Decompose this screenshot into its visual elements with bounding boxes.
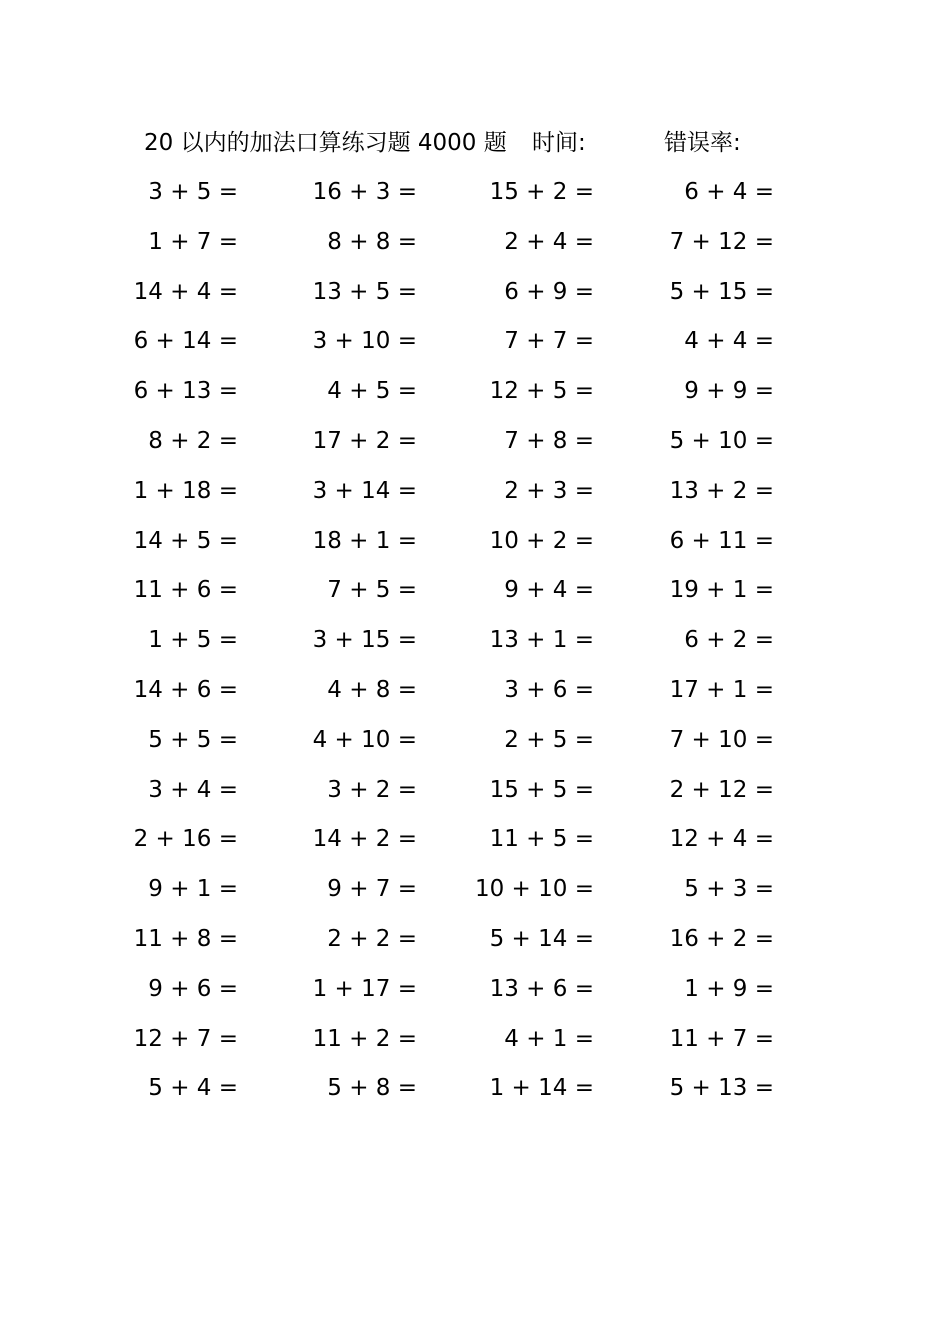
addition-problem: 9 + 9 = bbox=[684, 378, 774, 405]
addition-problem: 1 + 18 = bbox=[133, 477, 238, 504]
addition-problem: 5 + 13 = bbox=[669, 1075, 774, 1102]
addition-problem: 1 + 5 = bbox=[148, 627, 238, 654]
addition-problem: 4 + 1 = bbox=[504, 1025, 594, 1052]
addition-problem: 3 + 6 = bbox=[504, 676, 594, 703]
time-label: 时间: bbox=[532, 130, 586, 156]
addition-problem: 11 + 8 = bbox=[133, 925, 238, 952]
problem-row bbox=[0, 922, 950, 972]
addition-problem: 8 + 8 = bbox=[327, 228, 417, 255]
addition-problem: 2 + 4 = bbox=[504, 228, 594, 255]
problem-row bbox=[0, 524, 950, 574]
problem-row bbox=[0, 225, 950, 275]
addition-problem: 17 + 1 = bbox=[669, 676, 774, 703]
addition-problem: 5 + 4 = bbox=[148, 1075, 238, 1102]
addition-problem: 4 + 5 = bbox=[327, 378, 417, 405]
addition-problem: 5 + 10 = bbox=[669, 427, 774, 454]
addition-problem: 2 + 2 = bbox=[327, 925, 417, 952]
addition-problem: 3 + 2 = bbox=[327, 776, 417, 803]
addition-problem: 10 + 2 = bbox=[489, 527, 594, 554]
addition-problem: 1 + 14 = bbox=[489, 1075, 594, 1102]
addition-problem: 5 + 3 = bbox=[684, 876, 774, 903]
addition-problem: 14 + 4 = bbox=[133, 278, 238, 305]
worksheet-title: 20 以内的加法口算练习题 4000 题 bbox=[144, 130, 507, 156]
addition-problem: 10 + 10 = bbox=[474, 876, 594, 903]
addition-problem: 16 + 2 = bbox=[669, 925, 774, 952]
problem-row bbox=[0, 573, 950, 623]
addition-problem: 8 + 2 = bbox=[148, 427, 238, 454]
addition-problem: 2 + 16 = bbox=[133, 826, 238, 853]
addition-problem: 15 + 2 = bbox=[489, 179, 594, 205]
addition-problem: 7 + 10 = bbox=[669, 726, 774, 753]
addition-problem: 1 + 17 = bbox=[312, 975, 417, 1002]
problem-grid bbox=[0, 175, 950, 1121]
error-rate-label: 错误率: bbox=[664, 130, 741, 156]
addition-problem: 5 + 15 = bbox=[669, 278, 774, 305]
addition-problem: 9 + 6 = bbox=[148, 975, 238, 1002]
addition-problem: 3 + 15 = bbox=[312, 627, 417, 654]
addition-problem: 5 + 14 = bbox=[489, 925, 594, 952]
addition-problem: 13 + 6 = bbox=[489, 975, 594, 1002]
addition-problem: 11 + 6 = bbox=[133, 577, 238, 604]
addition-problem: 16 + 3 = bbox=[312, 179, 417, 205]
addition-problem: 2 + 3 = bbox=[504, 477, 594, 504]
addition-problem: 2 + 12 = bbox=[669, 776, 774, 803]
problem-row bbox=[0, 1022, 950, 1072]
addition-problem: 6 + 4 = bbox=[684, 179, 774, 205]
addition-problem: 11 + 7 = bbox=[669, 1025, 774, 1052]
addition-problem: 14 + 2 = bbox=[312, 826, 417, 853]
addition-problem: 5 + 5 = bbox=[148, 726, 238, 753]
problem-row bbox=[0, 424, 950, 474]
addition-problem: 19 + 1 = bbox=[669, 577, 774, 604]
addition-problem: 12 + 5 = bbox=[489, 378, 594, 405]
addition-problem: 6 + 13 = bbox=[133, 378, 238, 405]
problem-row bbox=[0, 723, 950, 773]
addition-problem: 4 + 4 = bbox=[684, 328, 774, 355]
addition-problem: 3 + 5 = bbox=[148, 179, 238, 205]
problem-row bbox=[0, 773, 950, 823]
addition-problem: 4 + 8 = bbox=[327, 676, 417, 703]
addition-problem: 6 + 2 = bbox=[684, 627, 774, 654]
problem-row bbox=[0, 474, 950, 524]
addition-problem: 12 + 7 = bbox=[133, 1025, 238, 1052]
addition-problem: 18 + 1 = bbox=[312, 527, 417, 554]
addition-problem: 11 + 2 = bbox=[312, 1025, 417, 1052]
addition-problem: 3 + 14 = bbox=[312, 477, 417, 504]
problem-row bbox=[0, 275, 950, 325]
addition-problem: 6 + 11 = bbox=[669, 527, 774, 554]
addition-problem: 9 + 7 = bbox=[327, 876, 417, 903]
problem-row bbox=[0, 324, 950, 374]
addition-problem: 13 + 1 = bbox=[489, 627, 594, 654]
addition-problem: 1 + 9 = bbox=[684, 975, 774, 1002]
addition-problem: 7 + 8 = bbox=[504, 427, 594, 454]
addition-problem: 3 + 4 = bbox=[148, 776, 238, 803]
problem-row bbox=[0, 374, 950, 424]
addition-problem: 1 + 7 = bbox=[148, 228, 238, 255]
addition-problem: 7 + 12 = bbox=[669, 228, 774, 255]
addition-problem: 2 + 5 = bbox=[504, 726, 594, 753]
problem-row bbox=[0, 1071, 950, 1121]
addition-problem: 6 + 14 = bbox=[133, 328, 238, 355]
addition-problem: 5 + 8 = bbox=[327, 1075, 417, 1102]
addition-problem: 6 + 9 = bbox=[504, 278, 594, 305]
addition-problem: 14 + 5 = bbox=[133, 527, 238, 554]
addition-problem: 13 + 2 = bbox=[669, 477, 774, 504]
addition-problem: 14 + 6 = bbox=[133, 676, 238, 703]
addition-problem: 15 + 5 = bbox=[489, 776, 594, 803]
addition-problem: 12 + 4 = bbox=[669, 826, 774, 853]
problem-row bbox=[0, 972, 950, 1022]
problem-row bbox=[0, 673, 950, 723]
addition-problem: 7 + 5 = bbox=[327, 577, 417, 604]
addition-problem: 9 + 4 = bbox=[504, 577, 594, 604]
problem-row bbox=[0, 822, 950, 872]
addition-problem: 4 + 10 = bbox=[312, 726, 417, 753]
addition-problem: 11 + 5 = bbox=[489, 826, 594, 853]
addition-problem: 13 + 5 = bbox=[312, 278, 417, 305]
addition-problem: 9 + 1 = bbox=[148, 876, 238, 903]
addition-problem: 3 + 10 = bbox=[312, 328, 417, 355]
addition-problem: 17 + 2 = bbox=[312, 427, 417, 454]
problem-row bbox=[0, 623, 950, 673]
problem-row bbox=[0, 175, 950, 225]
problem-row bbox=[0, 872, 950, 922]
addition-problem: 7 + 7 = bbox=[504, 328, 594, 355]
